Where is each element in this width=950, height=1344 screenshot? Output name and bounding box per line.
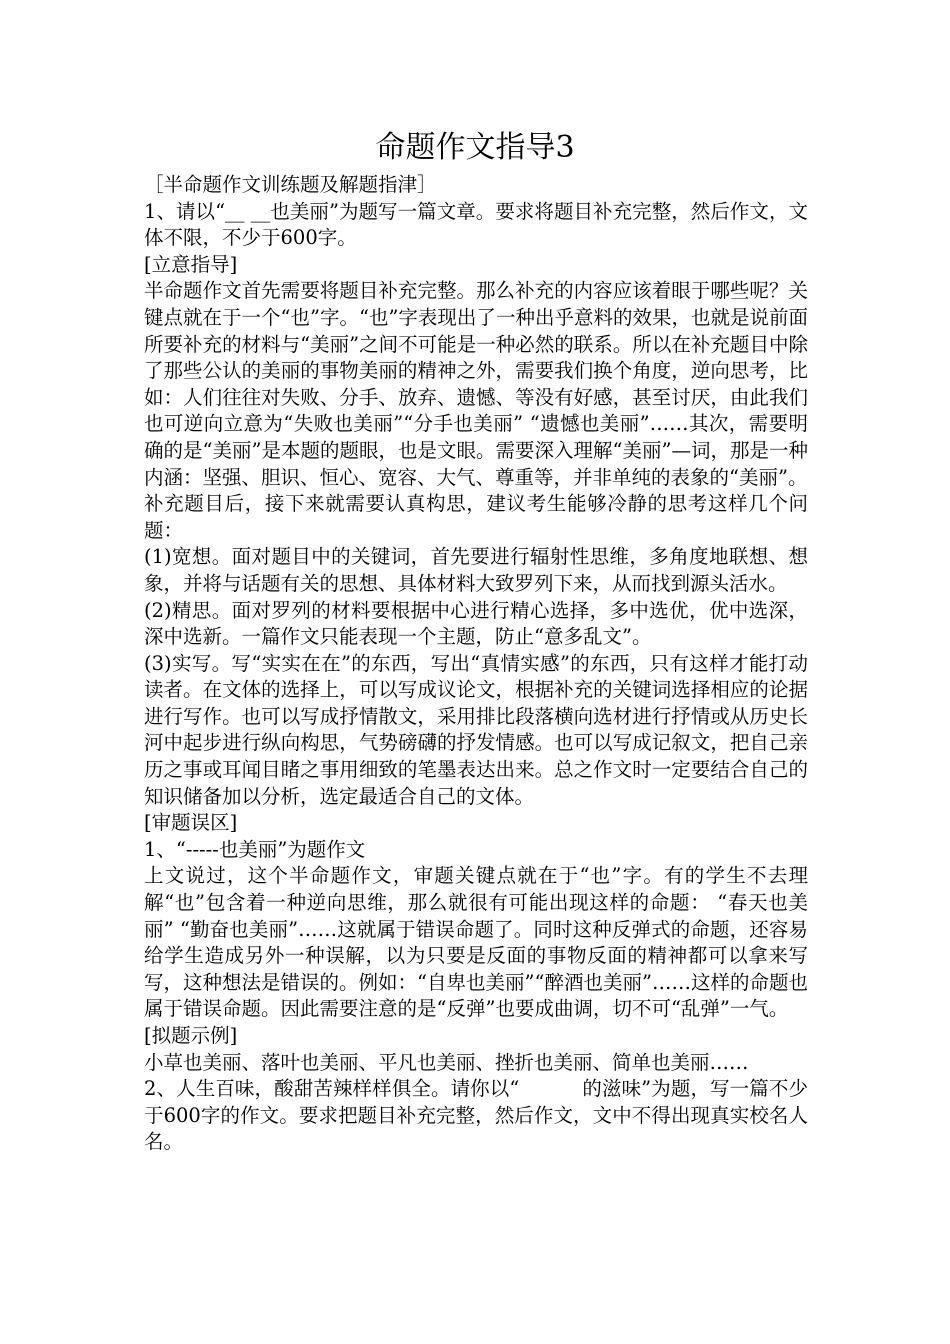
section-heading: [审题误区] [144,811,238,835]
example-titles: 小草也美丽、落叶也美丽、平凡也美丽、挫折也美丽、简单也美丽…… [144,1050,749,1074]
list-item: (3)实写。写“实实在在”的东西，写出“真情实感”的东西，只有这样才能打动读者。在文体的选择上，可以写成议论文，根据补充的关键词选择相应的论据进行写作。也可以写成抒情散文，采用排比段落横向选材进行抒情或从历史长河中起步进行纵向构思，气势磅礴的抒发情感。也可以写成记叙文，把自己亲历之事或耳闻目睹之事用细致的笔墨表达出来。总之作文时一定要结合自己的知识储备加以分析，选定最适合自己的文体。 [144,651,808,808]
body-paragraph: 上文说过，这个半命题作文，审题关键点就在于“也”字。有的学生不去理解“也”包含着一种逆向思维，那么就很有可能出现这样的命题： “春天也美丽” “勤奋也美丽”……这就属于错误命题了。同时这种反弹式的命题，还容易给学生造成另外一种误解，以为只要是反面的事物反面的精神都可以拿来写写，这种想法是错误的。例如：“自卑也美丽”“醉酒也美丽”……这样的命题也属于错误命题。因此需要注意的是“反弹”也要成曲调，切不可“乱弹”一气。 [144,864,808,1021]
subheading: 1、“-----也美丽”为题作文 [144,837,366,861]
list-item: (2)精思。面对罗列的材料要根据中心进行精心选择，多中选优，优中选深，深中选新。一篇作文只能表现一个主题，防止“意多乱文”。 [144,598,808,649]
section-heading: ［半命题作文训练题及解题指津］ [144,173,437,196]
list-item: (1)宽想。面对题目中的关键词，首先要进行辐射性思维，多角度地联想、想象，并将与话题有关的思想、具体材料大致罗列下来，从而找到源头活水。 [144,545,808,595]
question-paragraph: 1、请以“__ __也美丽”为题写一篇文章。要求将题目补充完整，然后作文，文体不限，不少于600字。 [144,199,808,250]
document-title: 命题作文指导3 [375,130,575,165]
section-heading: [立意指导] [144,252,238,276]
question-paragraph: 2、人生百味，酸甜苦辣样样俱全。请你以“ 的滋味”为题，写一篇不少于600字的作文。要求把题目补充完整，然后作文，文中不得出现真实校名人名。 [144,1077,808,1154]
section-heading: [拟题示例] [144,1024,238,1047]
body-paragraph: 半命题作文首先需要将题目补充完整。那么补充的内容应该着眼于哪些呢？关键点就在于一个“也”字。“也”字表现出了一种出乎意料的效果，也就是说前面所要补充的材料与“美丽”之间不可能是一种必然的联系。所以在补充题目中除了那些公认的美丽的事物美丽的精神之外，需要我们换个角度，逆向思考，比如：人们往往对失败、分手、放弃、遗憾、等没有好感，甚至讨厌，由此我们也可逆向立意为“失败也美丽”“分手也美丽” “遗憾也美丽”……其次，需要明确的是“美丽”是本题的题眼，也是文眼。需要深入理解“美丽”—词，那是一种内涵：坚强、胆识、恒心、宽容、大气、尊重等，并非单纯的表象的“美丽”。 [144,279,808,489]
body-paragraph: 补充题目后，接下来就需要认真构思，建议考生能够冷静的思考这样几个问题： [144,492,808,542]
document-body [144,172,808,1156]
